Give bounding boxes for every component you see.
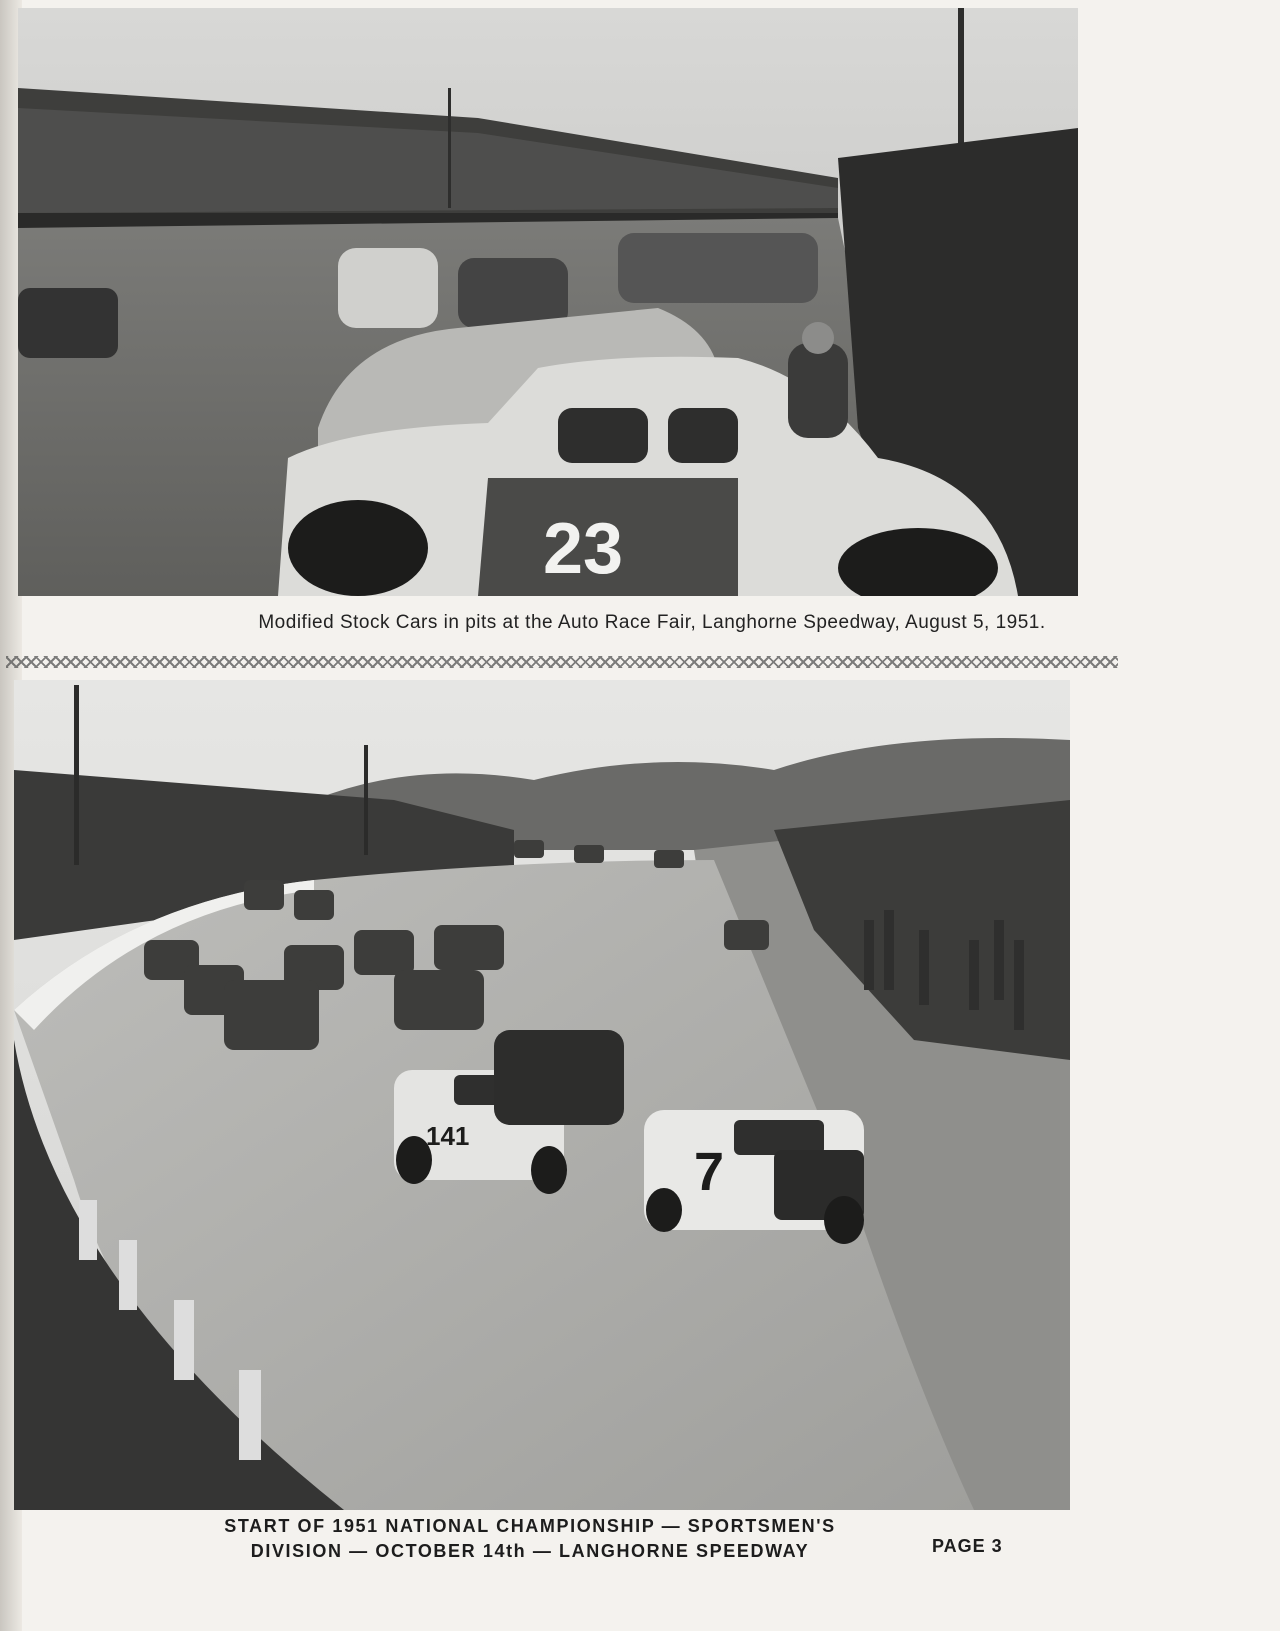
- top-photo-caption: Modified Stock Cars in pits at the Auto Race Fair, Langhorne Speedway, August 5, 1951.: [258, 612, 1046, 633]
- car-number-23: 23: [543, 509, 624, 589]
- race-start-photo-image: [14, 680, 1070, 1510]
- bottom-caption-line-1: START OF 1951 NATIONAL CHAMPIONSHIP — SPORTSMEN'S: [224, 1516, 836, 1536]
- pits-photo-image: [18, 8, 1078, 596]
- car-number-7: 7: [694, 1142, 725, 1202]
- race-start-photo: [14, 680, 1070, 1510]
- car-number-141: 141: [426, 1121, 470, 1151]
- bottom-photo-caption: [150, 1514, 910, 1564]
- bottom-caption-line-2: DIVISION — OCTOBER 14th — LANGHORNE SPEEDWAY: [250, 1541, 810, 1561]
- pits-photo: [18, 8, 1078, 596]
- decorative-divider: [6, 656, 1118, 668]
- page-number: PAGE 3: [932, 1536, 1003, 1556]
